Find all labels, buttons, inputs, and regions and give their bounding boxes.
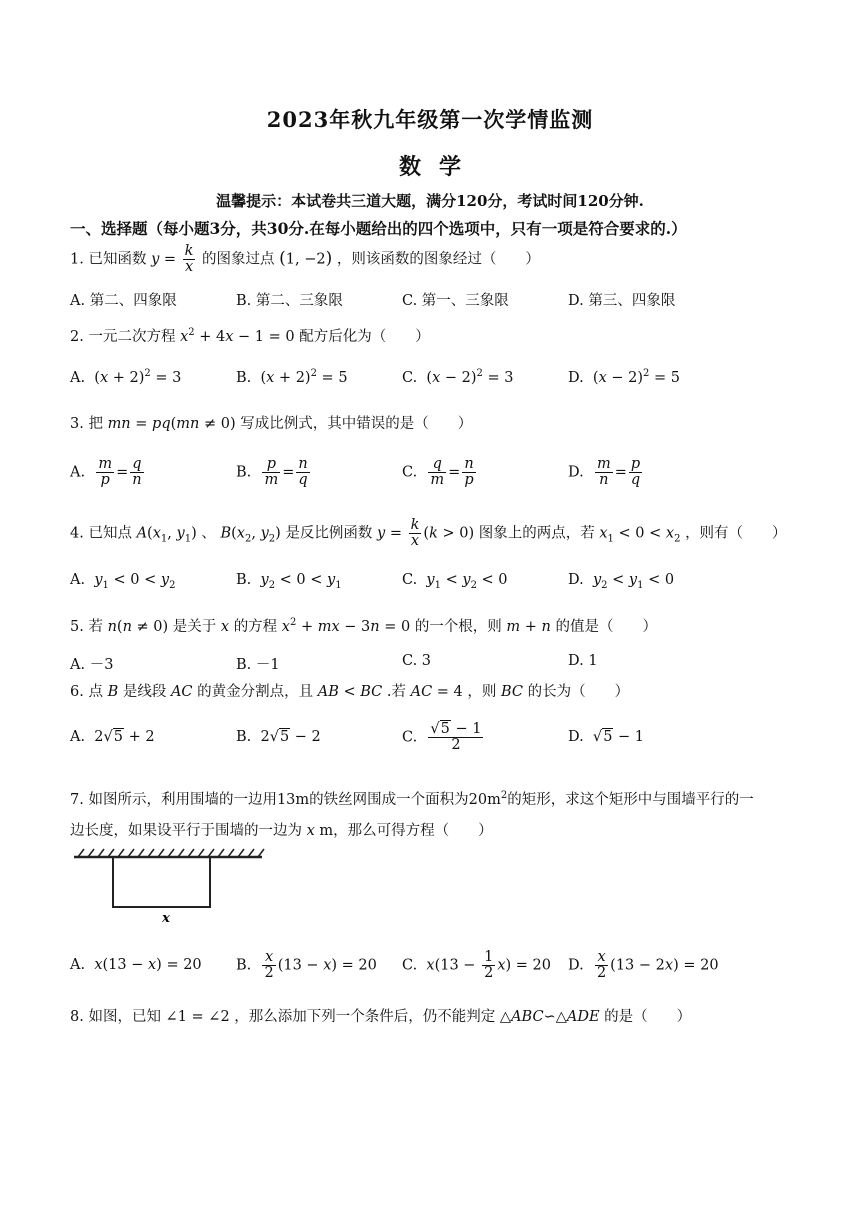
question-text: 是线段 — [122, 684, 167, 700]
question-text: 的长为（ ） — [527, 684, 630, 700]
option-b: B. $(x + 2)^2 = 5$ — [236, 368, 348, 386]
question-number: 5. — [70, 619, 84, 635]
option-b: B. 2√5 − 2 — [236, 729, 321, 745]
question-text: 若 — [88, 619, 103, 635]
question-text: 边长度，如果设平行于围墙的一边为 — [70, 823, 302, 839]
wall-rectangle-figure — [74, 846, 274, 930]
question-text: 的方程 — [233, 619, 278, 635]
question-2-options — [70, 368, 790, 394]
question-text: 的矩形，求这个矩形中与围墙平行的一 — [507, 792, 754, 808]
question-7-options — [70, 950, 790, 990]
question-1: 1. 已知函数 y = $\frac{k}{x}$ 的图象过点 (1, −2) ，则该函数的图象经过（ ） — [70, 243, 540, 276]
question-5: 5. 若 n(n ≠ 0) 是关于 x 的方程 $x^2$ + mx − 3n = 0 的一个根，则 m + n 的值是（ ） — [70, 617, 657, 635]
question-text: ，那么添加下列一个条件后，仍不能判定 — [234, 1009, 496, 1025]
question-number: 7. — [70, 792, 84, 808]
question-text: 如图所示，利用围墙的一边用13m的铁丝网围成一个面积为 — [88, 792, 469, 808]
question-text: 的是（ ） — [604, 1009, 692, 1025]
section-title: 一、选择题（每小题3分，共30分.在每小题给出的四个选项中，只有一项是符合要求的.） — [70, 219, 687, 238]
question-6: 6. 点 B 是线段 AC 的黄金分割点，且 AB < BC .若 AC = 4 ，则 BC 的长为（ ） — [70, 684, 630, 700]
question-1-options — [70, 289, 790, 315]
question-text: ，则该函数的图象经过（ ） — [336, 251, 540, 268]
question-text: 写成比例式，其中错误的是（ ） — [240, 416, 473, 432]
option-d: D. $\frac{x}{2}$ (13 − 2x) = 20 — [568, 949, 719, 982]
question-text: 的图象过点 — [202, 251, 275, 268]
question-text: 是关于 — [172, 619, 217, 635]
option-c: C. $\frac{q}{m}$ = $\frac{n}{p}$ — [402, 456, 474, 489]
question-text: ，则 — [467, 684, 497, 700]
option-a: A. 第二、四象限 — [70, 293, 177, 309]
question-3: 3. 把 mn = pq(mn ≠ 0) 写成比例式，其中错误的是（ ） — [70, 416, 473, 432]
option-b: B. $\frac{p}{m}$ = $\frac{n}{q}$ — [236, 456, 308, 489]
question-number: 6. — [70, 684, 84, 700]
question-text: 的值是（ ） — [555, 619, 657, 635]
exam-hint: 温馨提示：本试卷共三道大题，满分120分，考试时间120分钟. — [216, 192, 644, 210]
option-c: C. 3 — [402, 653, 432, 669]
question-number: 2. — [70, 329, 84, 345]
fig-label-x: x — [162, 911, 170, 926]
subject-title: 数学 — [398, 154, 479, 180]
question-text: 是反比例函数 — [285, 525, 373, 542]
question-text: 的一个根，则 — [414, 619, 502, 635]
question-7-line-2: 边长度，如果设平行于围墙的一边为 x m，那么可得方程（ ） — [70, 823, 493, 839]
question-4-options — [70, 572, 790, 598]
question-text: 配方后化为（ ） — [299, 329, 430, 345]
question-number: 3. — [70, 416, 84, 432]
option-a: A. $(x + 2)^2 = 3$ — [70, 368, 182, 386]
fraction: $\frac{k}{x}$ — [184, 243, 194, 276]
option-c: C. 第一、三象限 — [402, 293, 509, 309]
option-d: D. $y_2 < y_1 < 0$ — [568, 572, 675, 591]
option-b: B. $y_2 < 0 < y_1$ — [236, 572, 342, 591]
question-number: 4. — [70, 525, 84, 542]
question-text: 已知函数 — [88, 251, 147, 268]
question-5-options — [70, 653, 790, 679]
question-3-options — [70, 457, 790, 497]
option-a: A. 2√5 + 2 — [70, 729, 155, 745]
question-text: 图象上的两点，若 — [478, 525, 595, 542]
question-8: 8. 如图，已知 ∠1 = ∠2 ，那么添加下列一个条件后，仍不能判定 △ABC∽△ADE 的是（ ） — [70, 1009, 692, 1025]
option-a: A. $y_1 < 0 < y_2$ — [70, 572, 176, 591]
question-7: 7. 如图所示，利用围墙的一边用13m的铁丝网围成一个面积为$20m^2$的矩形，求这个矩形中与围墙平行的一 — [70, 790, 754, 808]
option-c: C. x(13 − $\frac{1}{2}$ x) = 20 — [402, 949, 551, 982]
question-text: 已知点 — [88, 525, 132, 542]
question-number: 8. — [70, 1009, 84, 1025]
question-4: 4. 已知点 $A(x_1$, $y_1$) 、 $B(x_2$, $y_2$) 是反比例函数 y = $\frac{k}{x}$ (k > 0) 图象上的两点，若 $x_1 < 0 < x_2$ ，则有（ ） — [70, 517, 787, 550]
option-d: D. √5 − 1 — [568, 729, 645, 745]
question-text: 、 — [201, 525, 216, 542]
question-text: 如图，已知 — [88, 1009, 161, 1025]
question-text: .若 — [386, 684, 406, 700]
fence-rectangle — [113, 857, 210, 907]
option-b: B. $\frac{x}{2}$ (13 − x) = 20 — [236, 949, 377, 982]
option-d: D. $(x - 2)^2 = 5$ — [568, 368, 680, 386]
question-text: 的黄金分割点，且 — [197, 684, 314, 700]
option-b: B. 第二、三象限 — [236, 293, 343, 309]
exam-title: 2023年秋九年级第一次学情监测 — [266, 107, 594, 132]
question-text: ，则有（ ） — [685, 525, 787, 542]
question-2: 2. 一元二次方程 $x^2 + 4x - 1 = 0$ 配方后化为（ ） — [70, 327, 430, 345]
option-a: A. －3 — [70, 657, 114, 673]
option-c: C. $\frac{√5 - 1}{2}$ — [402, 721, 482, 754]
option-a: A. x(13 − x) = 20 — [70, 957, 202, 973]
question-text: m，那么可得方程（ ） — [319, 823, 493, 839]
option-d: D. 第三、四象限 — [568, 293, 676, 309]
question-text: 点 — [88, 684, 103, 700]
option-d: D. 1 — [568, 653, 598, 669]
question-6-options — [70, 722, 790, 766]
option-d: D. $\frac{m}{n}$ = $\frac{p}{q}$ — [568, 456, 641, 489]
question-number: 1. — [70, 251, 84, 268]
option-c: C. $(x - 2)^2 = 3$ — [402, 368, 514, 386]
question-text: 一元二次方程 — [88, 329, 176, 345]
question-text: 把 — [88, 416, 103, 432]
option-b: B. －1 — [236, 657, 280, 673]
option-c: C. $y_1 < y_2 < 0$ — [402, 572, 508, 591]
option-a: A. $\frac{m}{p}$ = $\frac{q}{n}$ — [70, 456, 142, 489]
